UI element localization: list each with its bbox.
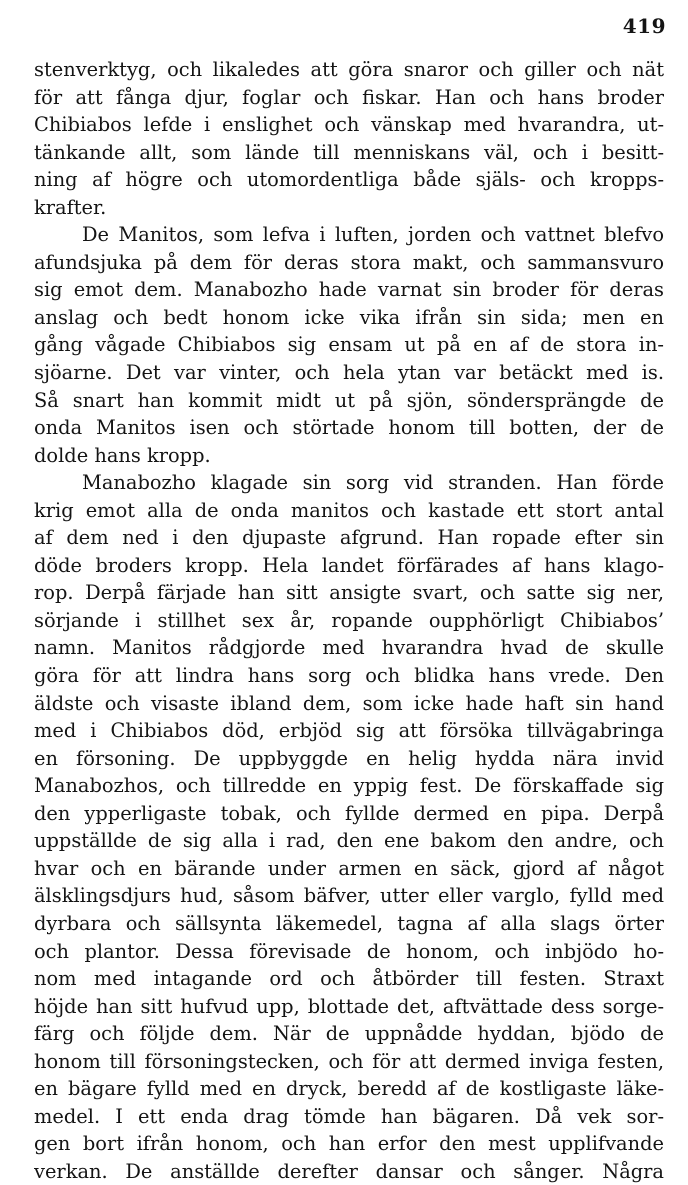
text-line: krafter.	[34, 195, 107, 219]
text-line: göra för att lindra hans sorg och blidka hans vrede. Den	[34, 664, 664, 688]
text-line: och plantor. Dessa förevisade de honom, och inbjödo ho-	[34, 939, 664, 963]
text-line: anslag och bedt honom icke vika ifrån sin sida; men en	[34, 305, 664, 329]
text-line: hvar och en bärande under armen en säck, gjord af något	[34, 856, 664, 880]
text-line: en bägare fylld med en dryck, beredd af de kostligaste läke-	[34, 1077, 664, 1101]
text-line: honom till försoningstecken, och för att dermed inviga festen,	[34, 1049, 664, 1073]
text-line: dyrbara och sällsynta läkemedel, tagna af alla slags örter	[34, 911, 664, 935]
text-line: krig emot alla de onda manitos och kastade ett stort antal	[34, 498, 664, 522]
text-line: afundsjuka på dem för deras stora makt, och sammansvuro	[34, 250, 664, 274]
text-line: sjöarne. Det var vinter, och hela ytan var betäckt med is.	[34, 361, 664, 385]
text-line: Så snart han kommit midt ut på sjön, söndersprängde de	[34, 388, 664, 412]
text-line: dolde hans kropp.	[34, 443, 211, 467]
text-line: tänkande allt, som lände till menniskans väl, och i besitt-	[34, 140, 664, 164]
text-line: med i Chibiabos död, erbjöd sig att försöka tillvägabringa	[34, 719, 664, 743]
text-line: ning af högre och utomordentliga både själs- och kropps-	[34, 168, 664, 192]
text-line: stenverktyg, och likaledes att göra snaror och giller och nät	[34, 58, 664, 81]
text-line: verkan. De anställde derefter dansar och sånger. Några	[34, 1159, 664, 1183]
text-line: af dem ned i den djupaste afgrund. Han ropade efter sin	[34, 526, 664, 550]
text-line: gång vågade Chibiabos sig ensam ut på en af de stora in-	[34, 333, 664, 357]
text-line: färg och följde dem. När de uppnådde hyddan, bjödo de	[34, 1022, 664, 1046]
text-line: äldste och visaste ibland dem, som icke hade haft sin hand	[34, 691, 664, 715]
text-line: döde broders kropp. Hela landet förfärades af hans klago-	[34, 553, 664, 577]
text-line: sig emot dem. Manabozho hade varnat sin broder för deras	[34, 278, 664, 302]
text-line: De Manitos, som lefva i luften, jorden och vattnet blefvo	[82, 223, 664, 247]
text-line: nom med intagande ord och åtbörder till festen. Straxt	[34, 967, 664, 991]
text-line: gen bort ifrån honom, och han erfor den mest upplifvande	[34, 1132, 664, 1156]
text-line: sörjande i stillhet sex år, ropande oupphörligt Chibiabos’	[34, 608, 664, 632]
text-line: rop. Derpå färjade han sitt ansigte svart, och satte sig ner,	[34, 581, 664, 605]
text-line: för att fånga djur, foglar och fiskar. Han och hans broder	[34, 85, 664, 109]
text-line: uppställde de sig alla i rad, den ene bakom den andre, och	[34, 829, 664, 853]
text-line: Manabozhos, och tillredde en yppig fest. De förskaffade sig	[34, 774, 664, 798]
text-line: Chibiabos lefde i enslighet och vänskap med hvarandra, ut-	[34, 113, 664, 137]
text-line: namn. Manitos rådgjorde med hvarandra hvad de skulle	[34, 636, 664, 660]
text-line: onda Manitos isen och störtade honom till botten, der de	[34, 416, 664, 440]
text-line: en försoning. De uppbyggde en helig hydda nära invid	[34, 746, 664, 770]
text-line: den ypperligaste tobak, och fyllde dermed en pipa. Derpå	[34, 801, 664, 825]
page-number: 419	[622, 14, 666, 38]
text-line: medel. I ett enda drag tömde han bägaren. Då vek sor-	[34, 1104, 664, 1128]
text-line: höjde han sitt hufvud upp, blottade det, aftvättade dess sorge-	[34, 994, 664, 1018]
body-text	[34, 56, 664, 1185]
text-line: älsklingsdjurs hud, såsom bäfver, utter eller varglo, fylld med	[34, 884, 664, 908]
text-line: Manabozho klagade sin sorg vid stranden. Han förde	[82, 471, 664, 495]
